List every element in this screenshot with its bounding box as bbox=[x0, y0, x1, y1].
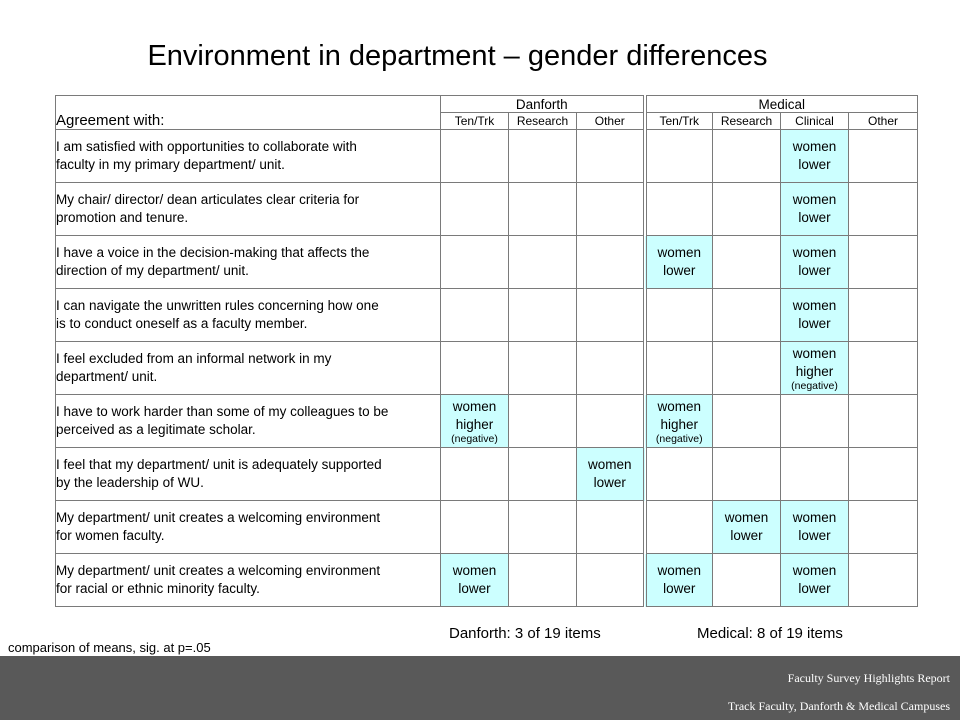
item-text bbox=[56, 342, 441, 395]
empty-cell bbox=[509, 342, 577, 395]
result-text: lower bbox=[593, 475, 626, 490]
empty-cell bbox=[849, 236, 918, 289]
result-text: lower bbox=[798, 263, 831, 278]
result-cell bbox=[441, 554, 509, 607]
empty-cell bbox=[509, 183, 577, 236]
empty-cell bbox=[577, 236, 645, 289]
empty-cell bbox=[577, 395, 645, 448]
empty-cell bbox=[713, 448, 781, 501]
result-text: women bbox=[792, 298, 837, 313]
result-text: lower bbox=[798, 528, 831, 543]
item-line: perceived as a legitimate scholar. bbox=[56, 422, 256, 437]
item-text bbox=[56, 236, 441, 289]
empty-cell bbox=[577, 342, 645, 395]
table-row bbox=[56, 501, 918, 554]
empty-cell bbox=[577, 289, 645, 342]
result-text: lower bbox=[663, 581, 696, 596]
result-cell bbox=[781, 236, 849, 289]
result-text: higher bbox=[795, 363, 834, 379]
footnote: comparison of means, sig. at p=.05 bbox=[8, 640, 211, 655]
col-header: Other bbox=[849, 113, 918, 130]
item-line: My department/ unit creates a welcoming environment bbox=[56, 563, 381, 578]
item-line: My chair/ director/ dean articulates clear criteria for bbox=[56, 192, 360, 207]
item-text bbox=[56, 501, 441, 554]
empty-cell bbox=[713, 183, 781, 236]
empty-cell bbox=[645, 289, 713, 342]
empty-cell bbox=[849, 448, 918, 501]
empty-cell bbox=[577, 183, 645, 236]
result-cell bbox=[645, 236, 713, 289]
table-row bbox=[56, 448, 918, 501]
item-text bbox=[56, 130, 441, 183]
result-note: (negative) bbox=[451, 432, 498, 445]
table-row bbox=[56, 130, 918, 183]
result-text: women bbox=[657, 563, 702, 578]
results-table bbox=[55, 95, 918, 607]
item-line: I feel excluded from an informal network in my bbox=[56, 351, 332, 366]
empty-cell bbox=[509, 130, 577, 183]
col-header: Research bbox=[713, 113, 781, 130]
item-text bbox=[56, 395, 441, 448]
empty-cell bbox=[849, 501, 918, 554]
result-cell bbox=[441, 395, 509, 448]
empty-cell bbox=[849, 130, 918, 183]
empty-cell bbox=[781, 448, 849, 501]
item-line: for racial or ethnic minority faculty. bbox=[56, 581, 260, 596]
table-row bbox=[56, 236, 918, 289]
result-cell bbox=[645, 554, 713, 607]
result-text: women bbox=[587, 457, 632, 472]
result-text: lower bbox=[798, 316, 831, 331]
empty-cell bbox=[441, 501, 509, 554]
empty-cell bbox=[645, 130, 713, 183]
empty-cell bbox=[577, 501, 645, 554]
col-header: Other bbox=[577, 113, 645, 130]
footer-bar bbox=[0, 656, 960, 720]
result-text: women bbox=[452, 563, 497, 578]
result-text: women bbox=[792, 345, 837, 361]
item-line: I can navigate the unwritten rules concerning how one bbox=[56, 298, 379, 313]
result-text: lower bbox=[730, 528, 763, 543]
empty-cell bbox=[713, 130, 781, 183]
result-text: lower bbox=[798, 157, 831, 172]
empty-cell bbox=[645, 501, 713, 554]
result-note: (negative) bbox=[655, 432, 703, 445]
result-text: women bbox=[724, 510, 769, 525]
empty-cell bbox=[441, 130, 509, 183]
empty-cell bbox=[849, 289, 918, 342]
table-row bbox=[56, 395, 918, 448]
footer-line-1: Faculty Survey Highlights Report bbox=[787, 671, 950, 685]
result-cell bbox=[781, 289, 849, 342]
item-line: My department/ unit creates a welcoming environment bbox=[56, 510, 381, 525]
result-cell bbox=[713, 501, 781, 554]
empty-cell bbox=[441, 183, 509, 236]
item-line: by the leadership of WU. bbox=[56, 475, 204, 490]
empty-cell bbox=[713, 554, 781, 607]
result-text: lower bbox=[798, 581, 831, 596]
table-row bbox=[56, 554, 918, 607]
item-line: department/ unit. bbox=[56, 369, 158, 384]
empty-cell bbox=[849, 395, 918, 448]
table-row bbox=[56, 183, 918, 236]
item-line: faculty in my primary department/ unit. bbox=[56, 157, 285, 172]
result-text: lower bbox=[798, 210, 831, 225]
item-line: I feel that my department/ unit is adequately supported bbox=[56, 457, 382, 472]
result-cell bbox=[577, 448, 645, 501]
result-text: women bbox=[792, 510, 837, 525]
summary-medical: Medical: 8 of 19 items bbox=[697, 625, 843, 642]
result-text: women bbox=[657, 398, 702, 414]
empty-cell bbox=[577, 554, 645, 607]
item-text bbox=[56, 554, 441, 607]
empty-cell bbox=[849, 554, 918, 607]
col-header: Clinical bbox=[781, 113, 849, 130]
item-line: promotion and tenure. bbox=[56, 210, 189, 225]
table-row bbox=[56, 342, 918, 395]
item-text bbox=[56, 448, 441, 501]
empty-cell bbox=[849, 183, 918, 236]
result-text: women bbox=[792, 192, 837, 207]
table-row bbox=[56, 289, 918, 342]
result-cell bbox=[781, 554, 849, 607]
item-line: I have a voice in the decision-making that affects the bbox=[56, 245, 370, 260]
empty-cell bbox=[577, 130, 645, 183]
empty-cell bbox=[713, 236, 781, 289]
empty-cell bbox=[849, 342, 918, 395]
result-cell bbox=[645, 395, 713, 448]
result-cell bbox=[781, 130, 849, 183]
result-text: higher bbox=[660, 416, 699, 432]
empty-cell bbox=[509, 501, 577, 554]
result-text: women bbox=[792, 563, 837, 578]
result-text: women bbox=[452, 398, 497, 414]
item-line: for women faculty. bbox=[56, 528, 165, 543]
empty-cell bbox=[645, 342, 713, 395]
empty-cell bbox=[441, 448, 509, 501]
result-cell bbox=[781, 183, 849, 236]
empty-cell bbox=[441, 236, 509, 289]
empty-cell bbox=[645, 448, 713, 501]
empty-cell bbox=[713, 395, 781, 448]
result-text: women bbox=[657, 245, 702, 260]
empty-cell bbox=[509, 236, 577, 289]
empty-cell bbox=[645, 183, 713, 236]
result-text: lower bbox=[458, 581, 491, 596]
result-text: higher bbox=[455, 416, 494, 432]
empty-cell bbox=[509, 554, 577, 607]
item-text bbox=[56, 183, 441, 236]
col-header: Research bbox=[509, 113, 577, 130]
empty-cell bbox=[509, 289, 577, 342]
empty-cell bbox=[781, 395, 849, 448]
item-line: I have to work harder than some of my colleagues to be bbox=[56, 404, 389, 419]
page-title: Environment in department – gender differences bbox=[147, 40, 768, 72]
item-line: I am satisfied with opportunities to collaborate with bbox=[56, 139, 357, 154]
row-header: Agreement with: bbox=[56, 96, 441, 130]
item-text bbox=[56, 289, 441, 342]
result-text: women bbox=[792, 245, 837, 260]
group-header-danforth: Danforth bbox=[441, 96, 645, 113]
result-note: (negative) bbox=[791, 379, 838, 392]
empty-cell bbox=[713, 289, 781, 342]
group-header-medical: Medical bbox=[645, 96, 918, 113]
col-header: Ten/Trk bbox=[645, 113, 713, 130]
col-header: Ten/Trk bbox=[441, 113, 509, 130]
table-body bbox=[56, 130, 918, 607]
result-text: lower bbox=[663, 263, 696, 278]
empty-cell bbox=[441, 342, 509, 395]
result-cell bbox=[781, 342, 849, 395]
summary-danforth: Danforth: 3 of 19 items bbox=[449, 625, 601, 642]
empty-cell bbox=[509, 448, 577, 501]
empty-cell bbox=[713, 342, 781, 395]
empty-cell bbox=[441, 289, 509, 342]
item-line: is to conduct oneself as a faculty member. bbox=[56, 316, 308, 331]
result-text: women bbox=[792, 139, 837, 154]
item-line: direction of my department/ unit. bbox=[56, 263, 249, 278]
result-cell bbox=[781, 501, 849, 554]
empty-cell bbox=[509, 395, 577, 448]
footer-line-2: Track Faculty, Danforth & Medical Campuses bbox=[727, 699, 950, 713]
